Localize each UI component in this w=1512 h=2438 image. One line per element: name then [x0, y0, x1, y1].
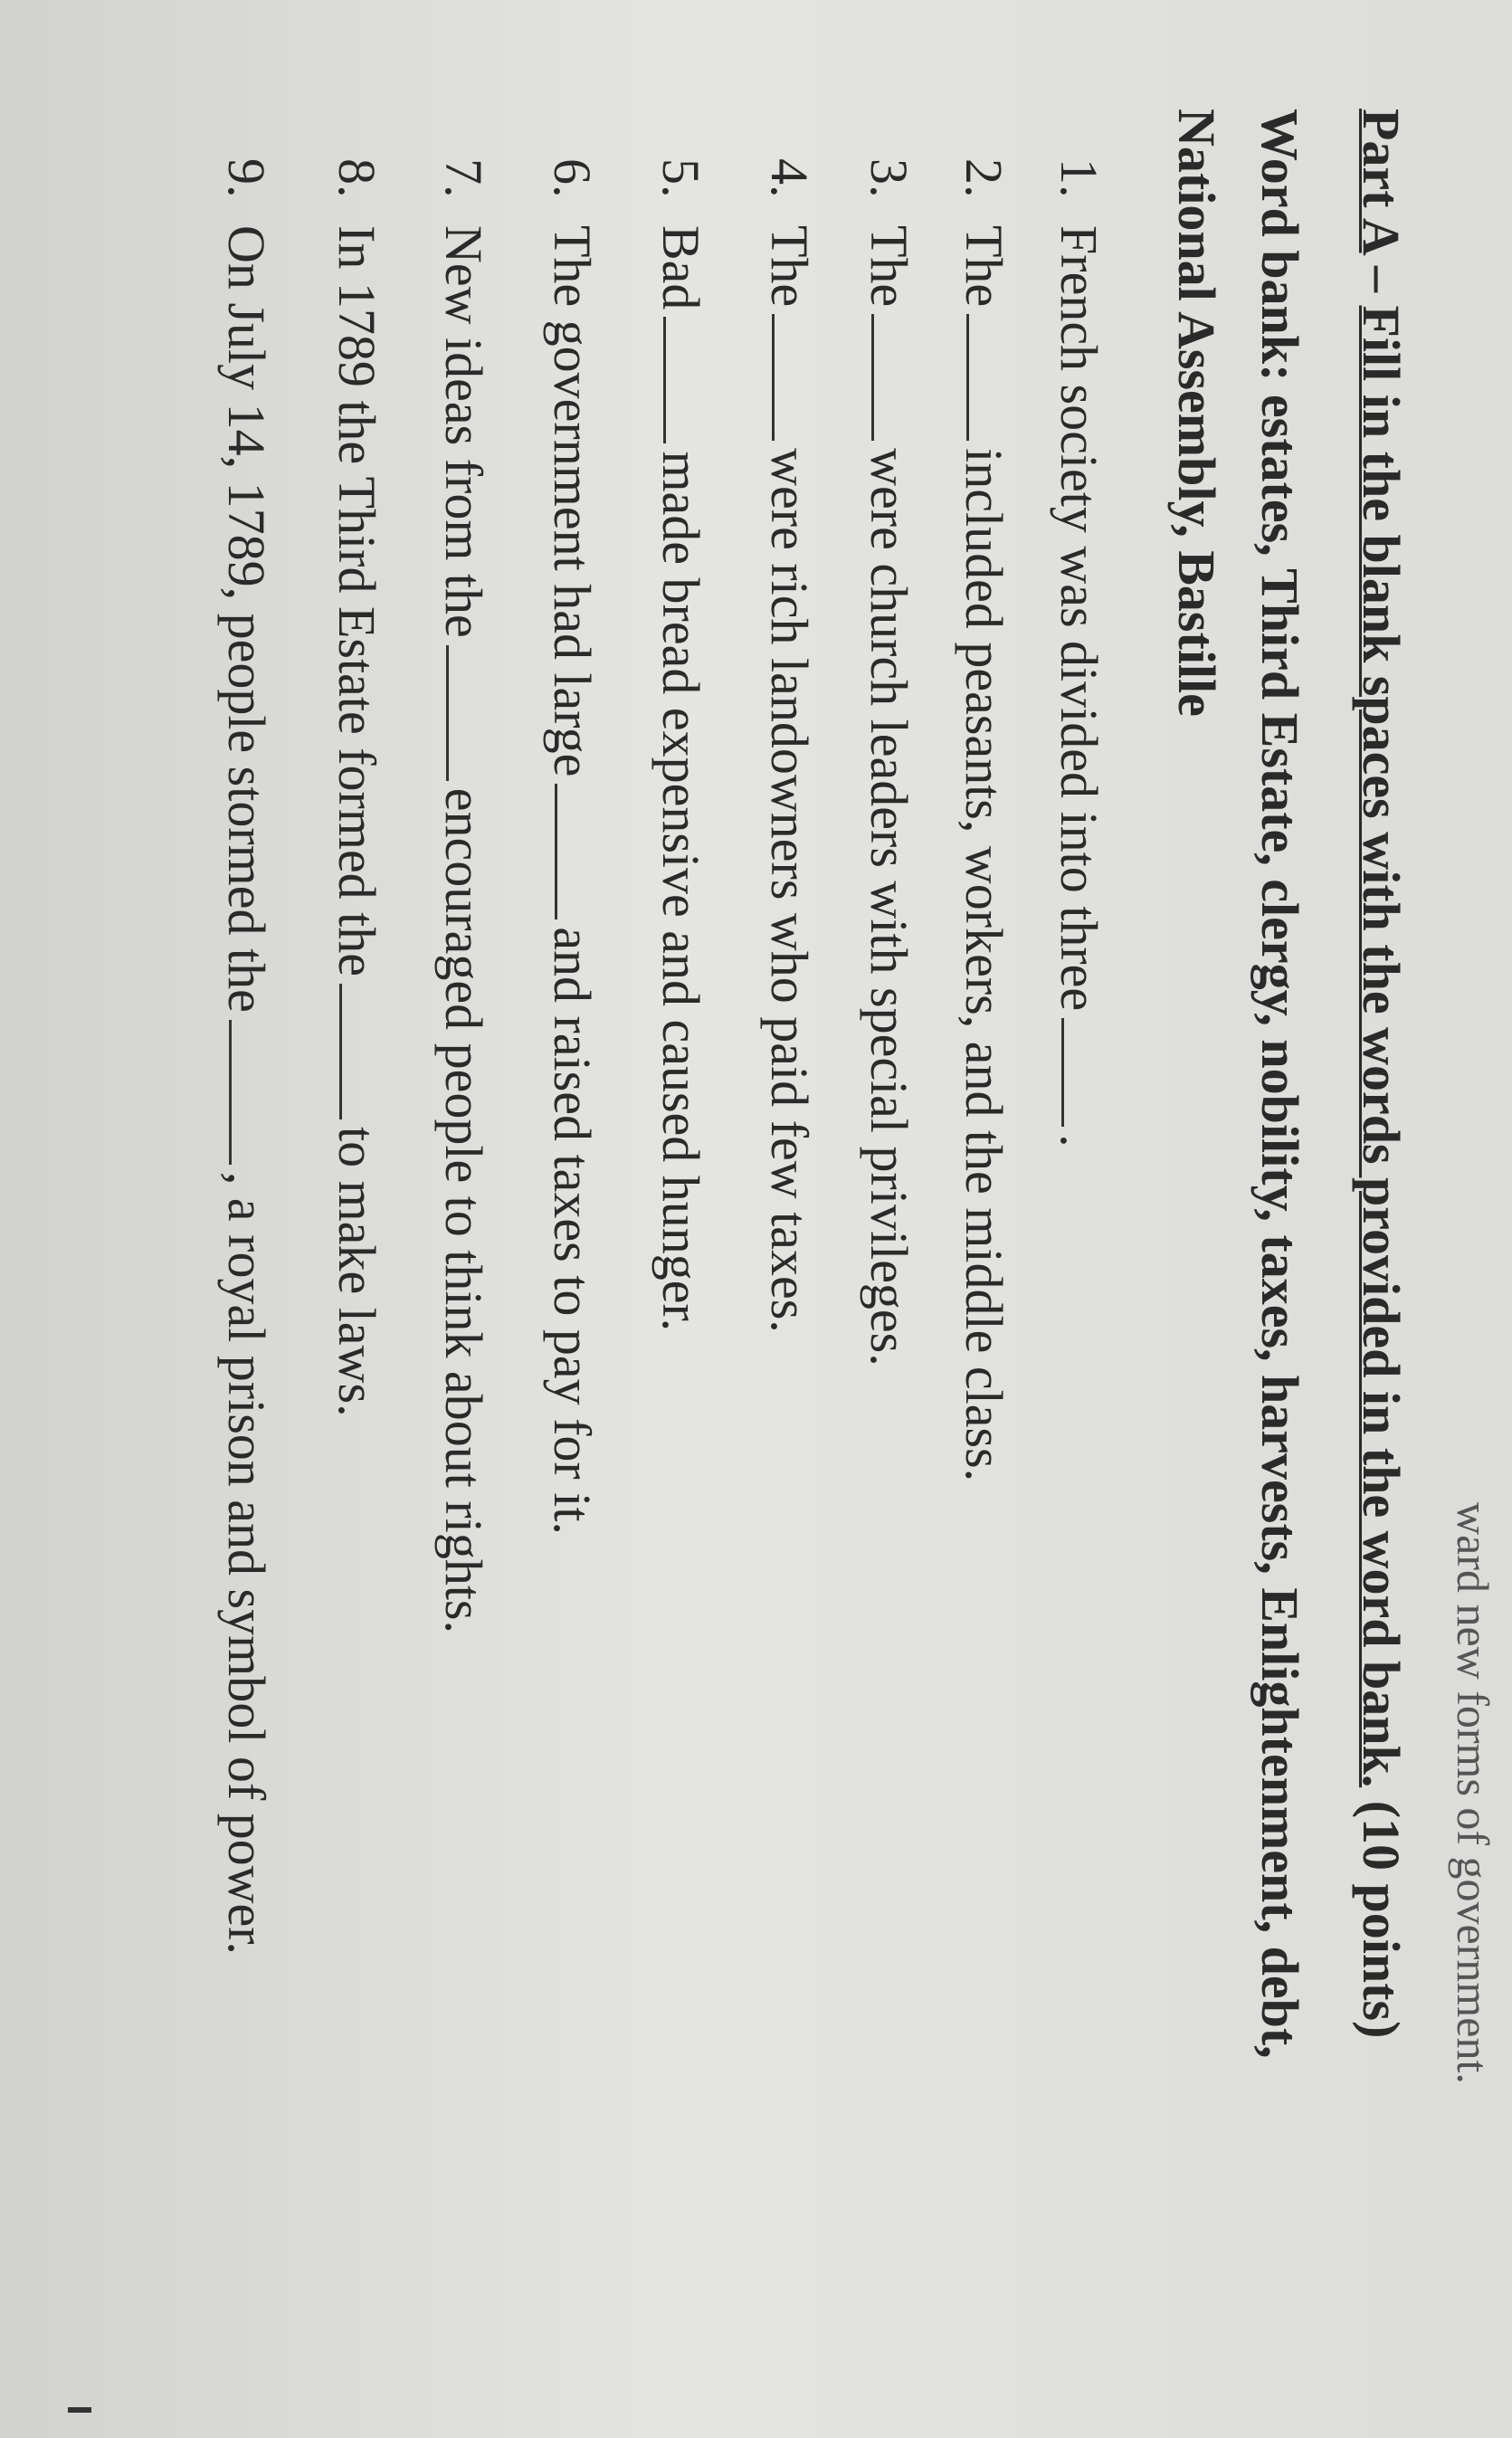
question-text-before: In 1789 the Third Estate formed the: [328, 225, 386, 977]
question-7: [434, 158, 493, 1633]
cut-off-top-text: ward new forms of government.: [1448, 1502, 1498, 2084]
answer-blank[interactable]: [555, 784, 597, 919]
answer-blank[interactable]: [229, 1020, 271, 1165]
question-text-after: , a royal prison and symbol of power.: [217, 1171, 276, 1955]
question-2: [955, 158, 1013, 1482]
answer-blank[interactable]: [446, 645, 489, 781]
question-number: 5.: [651, 158, 710, 198]
question-text-before: New ideas from the: [434, 225, 493, 638]
question-text-after: included peasants, workers, and the middle class.: [955, 448, 1013, 1482]
question-number: 1.: [1050, 158, 1108, 198]
question-number: 4.: [760, 158, 819, 198]
question-8: [328, 158, 386, 1417]
question-text-after: were rich landowners who paid few taxes.: [760, 448, 819, 1333]
question-number: 7.: [434, 158, 493, 198]
question-number: 8.: [328, 158, 386, 198]
question-4: [760, 158, 819, 1333]
question-1: [1050, 158, 1108, 1148]
question-number: 6.: [543, 158, 602, 198]
word-bank-line-1: Word bank: estates, Third Estate, clergy, nobility, taxes, harvests, Enlightenment, debt,: [1250, 109, 1309, 2059]
answer-blank[interactable]: [871, 314, 914, 441]
question-text-before: Bad: [651, 225, 710, 310]
question-text-after: were church leaders with special privileges.: [860, 448, 918, 1367]
answer-blank[interactable]: [663, 317, 706, 443]
part-a-dash: –: [1352, 252, 1411, 306]
answer-blank[interactable]: [772, 314, 814, 441]
question-6: [543, 158, 602, 1535]
question-text-after: made bread expensive and caused hunger.: [651, 451, 710, 1332]
answer-blank[interactable]: [966, 314, 1009, 441]
question-number: 9.: [217, 158, 276, 198]
question-5: [651, 158, 710, 1332]
question-text-after: encouraged people to think about rights.: [434, 787, 493, 1633]
question-number: 2.: [955, 158, 1013, 198]
question-9: [217, 158, 276, 1955]
question-text-before: French society was divided into three: [1050, 225, 1108, 1012]
answer-blank[interactable]: [339, 984, 382, 1119]
question-number: 3.: [860, 158, 918, 198]
answer-blank[interactable]: [1061, 1018, 1104, 1127]
part-a-points: (10 points): [1352, 1787, 1411, 2039]
pen-mark: [68, 2407, 91, 2413]
question-text-after: and raised taxes to pay for it.: [543, 927, 602, 1535]
question-text-after: to make laws.: [328, 1127, 386, 1417]
question-text-before: On July 14, 1789, people stormed the: [217, 225, 276, 1013]
question-text-before: The: [955, 225, 1013, 308]
part-a-label: Part A: [1352, 109, 1411, 253]
word-bank-line-2: National Assembly, Bastille: [1167, 109, 1226, 717]
question-text-after: .: [1050, 1134, 1108, 1148]
question-3: [860, 158, 918, 1367]
question-text-before: The: [860, 225, 918, 308]
question-text-before: The: [760, 225, 819, 308]
part-a-instruction: Fill in the blank spaces with the words provided in the word bank.: [1352, 305, 1411, 1788]
question-text-before: The government had large: [543, 225, 602, 777]
part-a-heading: [1352, 109, 1411, 2039]
